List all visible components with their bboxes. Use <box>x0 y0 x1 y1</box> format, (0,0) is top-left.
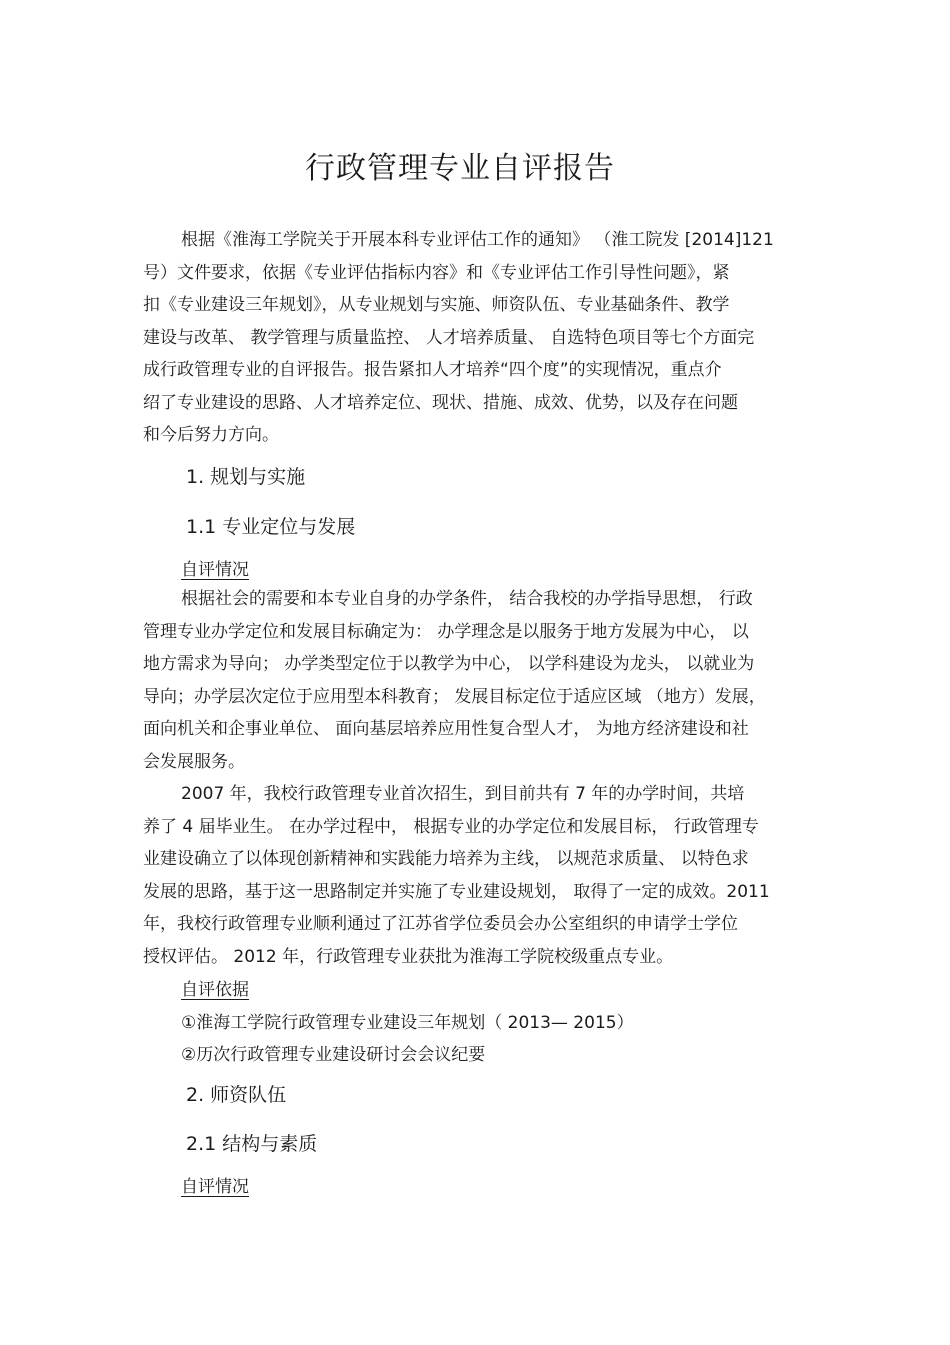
text-line: 养了 4 届毕业生。 在办学过程中， 根据专业的办学定位和发展目标， 行政管理专 <box>143 816 759 837</box>
intro-paragraph <box>143 224 813 452</box>
text-line: 授权评估。 2012 年，行政管理专业获批为淮海工学院校级重点专业。 <box>143 946 674 967</box>
subsection-heading-1-1: 1.1 专业定位与发展 <box>186 516 356 538</box>
text-line: 绍了专业建设的思路、人才培养定位、现状、措施、成效、优势，以及存在问题 <box>143 392 738 413</box>
text-line: 面向机关和企事业单位、 面向基层培养应用性复合型人才， 为地方经济建设和社 <box>143 719 749 739</box>
self-evaluation-basis-label: 自评依据 <box>181 980 249 1000</box>
section-heading-2: 2. 师资队伍 <box>186 1084 287 1106</box>
text-line: 管理专业办学定位和发展目标确定为： 办学理念是以服务于地方发展为中心， 以 <box>143 621 749 642</box>
text-line: 和今后努力方向。 <box>143 425 279 445</box>
text-line: 2007 年，我校行政管理专业首次招生，到目前共有 7 年的办学时间，共培 <box>181 784 745 804</box>
text-line: 业建设确立了以体现创新精神和实践能力培养为主线， 以规范求质量、 以特色求 <box>143 849 749 869</box>
text-line: 建设与改革、 教学管理与质量监控、 人才培养质量、 自选特色项目等七个方面完 <box>143 327 755 348</box>
subsection-heading-2-1: 2.1 结构与素质 <box>186 1133 318 1155</box>
text-line: 根据《淮海工学院关于开展本科专业评估工作的通知》 （淮工院发 [2014]121 <box>181 230 774 250</box>
section-heading-1: 1. 规划与实施 <box>186 466 306 488</box>
text-line: 导向；办学层次定位于应用型本科教育； 发展目标定位于适应区域 （地方）发展， <box>143 686 766 707</box>
text-line: 成行政管理专业的自评报告。报告紧扣人才培养“四个度”的实现情况，重点介 <box>143 360 722 380</box>
text-line: 年，我校行政管理专业顺利通过了江苏省学位委员会办公室组织的申请学士学位 <box>143 914 738 934</box>
self-evaluation-label: 自评情况 <box>181 560 249 580</box>
text-line: 号）文件要求，依据《专业评估指标内容》和《专业评估工作引导性问题》，紧 <box>143 262 730 283</box>
text-line: 发展的思路，基于这一思路制定并实施了专业建设规划， 取得了一定的成效。2011 <box>143 881 770 902</box>
self-evaluation-label: 自评情况 <box>181 1177 249 1197</box>
text-line: 扣《专业建设三年规划》，从专业规划与实施、师资队伍、专业基础条件、教学 <box>143 295 730 315</box>
text-line: 地方需求为导向； 办学类型定位于以教学为中心， 以学科建设为龙头， 以就业为 <box>143 654 755 674</box>
text-line: 根据社会的需要和本专业自身的办学条件， 结合我校的办学指导思想， 行政 <box>181 589 753 609</box>
body-paragraph <box>143 583 813 973</box>
basis-item: ①淮海工学院行政管理专业建设三年规划（ 2013— 2015） <box>181 1013 634 1033</box>
text-line: 会发展服务。 <box>143 751 245 772</box>
document-title: 行政管理专业自评报告 <box>305 151 615 186</box>
basis-item: ②历次行政管理专业建设研讨会会议纪要 <box>181 1045 486 1065</box>
